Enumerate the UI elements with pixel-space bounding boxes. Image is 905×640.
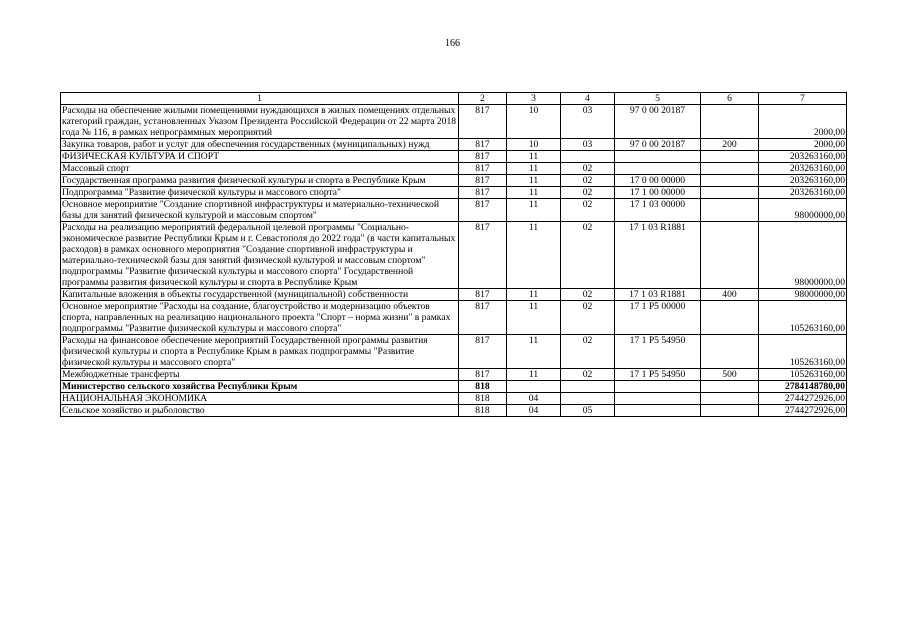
- table-cell-amount: 203263160,00: [759, 151, 847, 163]
- table-cell-subsection: 03: [561, 139, 615, 151]
- table-cell-section: 04: [507, 405, 561, 417]
- table-cell-amount: 203263160,00: [759, 175, 847, 187]
- table-cell-ministry: 818: [459, 381, 507, 393]
- table-cell-ministry: 817: [459, 301, 507, 335]
- table-row: [61, 105, 847, 139]
- table-cell-section: 11: [507, 163, 561, 175]
- table-cell-expense-type: [701, 175, 759, 187]
- table-cell-name: Массовый спорт: [61, 163, 459, 175]
- table-cell-name: Межбюджетные трансферты: [61, 369, 459, 381]
- table-cell-subsection: 02: [561, 335, 615, 369]
- table-cell-name: Сельское хозяйство и рыболовство: [61, 405, 459, 417]
- table-cell-expense-type: [701, 222, 759, 289]
- table-cell-ministry: 817: [459, 175, 507, 187]
- table-cell-amount: 105263160,00: [759, 301, 847, 335]
- table-cell-name: Расходы на обеспечение жилыми помещениями нуждающихся в жилых помещениях отдельных категорий граждан, установленных Указом Президента Российской Федерации от 22 марта 2018 года № 116, в рамках непрограммных мероприятий: [61, 105, 459, 139]
- column-header-7: 7: [759, 93, 847, 105]
- table-row: [61, 199, 847, 222]
- table-cell-ministry: 817: [459, 335, 507, 369]
- table-cell-subsection: 05: [561, 405, 615, 417]
- table-cell-amount: 2744272926,00: [759, 405, 847, 417]
- table-cell-target-article: 17 1 00 00000: [615, 187, 701, 199]
- table-cell-expense-type: [701, 393, 759, 405]
- table-cell-section: 11: [507, 301, 561, 335]
- table-cell-expense-type: [701, 301, 759, 335]
- table-cell-target-article: 17 1 P5 54950: [615, 335, 701, 369]
- table-cell-name: Подпрограмма "Развитие физической культуры и массового спорта": [61, 187, 459, 199]
- column-number-row: [61, 93, 847, 105]
- table-body: [61, 105, 847, 417]
- table-cell-section: 10: [507, 139, 561, 151]
- table-cell-subsection: 02: [561, 222, 615, 289]
- table-cell-section: 11: [507, 187, 561, 199]
- table-cell-subsection: [561, 151, 615, 163]
- table-cell-section: [507, 381, 561, 393]
- table-cell-name: ФИЗИЧЕСКАЯ КУЛЬТУРА И СПОРТ: [61, 151, 459, 163]
- table-cell-ministry: 818: [459, 393, 507, 405]
- column-header-4: 4: [561, 93, 615, 105]
- table-cell-ministry: 817: [459, 163, 507, 175]
- table-cell-target-article: 17 1 03 R1881: [615, 289, 701, 301]
- table-cell-section: 11: [507, 175, 561, 187]
- table-row: [61, 301, 847, 335]
- table-row: [61, 369, 847, 381]
- table-cell-amount: 105263160,00: [759, 335, 847, 369]
- table-cell-section: 11: [507, 199, 561, 222]
- table-cell-expense-type: [701, 381, 759, 393]
- table-row: [61, 393, 847, 405]
- table-row: [61, 289, 847, 301]
- table-cell-amount: 98000000,00: [759, 199, 847, 222]
- table-cell-target-article: 17 1 P5 54950: [615, 369, 701, 381]
- table-cell-target-article: [615, 405, 701, 417]
- table-cell-ministry: 817: [459, 139, 507, 151]
- table-cell-target-article: 17 1 03 00000: [615, 199, 701, 222]
- table-cell-ministry: 817: [459, 289, 507, 301]
- table-row: [61, 139, 847, 151]
- table-cell-target-article: 97 0 00 20187: [615, 105, 701, 139]
- table-cell-expense-type: 200: [701, 139, 759, 151]
- column-header-1: 1: [61, 93, 459, 105]
- table-cell-ministry: 817: [459, 199, 507, 222]
- table-cell-expense-type: [701, 151, 759, 163]
- table-cell-amount: 2744272926,00: [759, 393, 847, 405]
- table-cell-amount: 98000000,00: [759, 289, 847, 301]
- table-cell-amount: 203263160,00: [759, 163, 847, 175]
- table-cell-name: Основное мероприятие "Расходы на создание, благоустройство и модернизацию объектов спорта, направленных на реализацию национального проекта "Спорт – норма жизни" в рамках подпрограммы "Развитие физической культуры и массового спорта": [61, 301, 459, 335]
- table-cell-name: Расходы на финансовое обеспечение мероприятий Государственной программы развития физической культуры и спорта в Республике Крым в рамках подпрограммы "Развитие физической культуры и массового спорта": [61, 335, 459, 369]
- table-cell-amount: 98000000,00: [759, 222, 847, 289]
- table-cell-name: Расходы на реализацию мероприятий федеральной целевой программы "Социально-экономическое развитие Республики Крым и г. Севастополя до 2022 года" (в части капитальных расходов) в рамках основного мероприятия "Создание спортивной инфраструктуры и материально-технической базы для занятий физической культурой и массовым спортом" подпрограммы "Развитие физической культуры и массового спорта" Государственной программы развития физической культуры и спорта в Республике Крым: [61, 222, 459, 289]
- table-row: [61, 151, 847, 163]
- table-cell-name: Основное мероприятие "Создание спортивной инфраструктуры и материально-технической базы для занятий физической культурой и массовым спортом": [61, 199, 459, 222]
- table-row: [61, 187, 847, 199]
- table-cell-subsection: [561, 393, 615, 405]
- table-row: [61, 405, 847, 417]
- table-row: [61, 381, 847, 393]
- table-cell-subsection: 02: [561, 199, 615, 222]
- table-cell-amount: 203263160,00: [759, 187, 847, 199]
- table-cell-subsection: [561, 381, 615, 393]
- table-cell-target-article: 17 1 03 R1881: [615, 222, 701, 289]
- table-cell-subsection: 02: [561, 301, 615, 335]
- table-cell-target-article: 97 0 00 20187: [615, 139, 701, 151]
- table-cell-section: 11: [507, 289, 561, 301]
- table-cell-amount: 2000,00: [759, 139, 847, 151]
- table-cell-ministry: 817: [459, 187, 507, 199]
- table-row: [61, 175, 847, 187]
- page-number: 166: [445, 38, 460, 49]
- table-cell-amount: 2784148780,00: [759, 381, 847, 393]
- table-cell-expense-type: [701, 105, 759, 139]
- table-cell-section: 10: [507, 105, 561, 139]
- table-cell-expense-type: 500: [701, 369, 759, 381]
- column-header-3: 3: [507, 93, 561, 105]
- table-cell-ministry: 817: [459, 369, 507, 381]
- table-cell-subsection: 03: [561, 105, 615, 139]
- table-cell-target-article: [615, 163, 701, 175]
- table-cell-name: Закупка товаров, работ и услуг для обеспечения государственных (муниципальных) нужд: [61, 139, 459, 151]
- table-cell-ministry: 818: [459, 405, 507, 417]
- table-row: [61, 222, 847, 289]
- table-cell-expense-type: [701, 199, 759, 222]
- table-cell-name: Министерство сельского хозяйства Республики Крым: [61, 381, 459, 393]
- table-cell-target-article: [615, 151, 701, 163]
- table-cell-amount: 2000,00: [759, 105, 847, 139]
- table-cell-expense-type: [701, 187, 759, 199]
- table-cell-name: Государственная программа развития физической культуры и спорта в Республике Крым: [61, 175, 459, 187]
- table-cell-target-article: 17 1 P5 00000: [615, 301, 701, 335]
- table-cell-subsection: 02: [561, 187, 615, 199]
- table-cell-name: Капитальные вложения в объекты государственной (муниципальной) собственности: [61, 289, 459, 301]
- column-header-6: 6: [701, 93, 759, 105]
- column-header-5: 5: [615, 93, 701, 105]
- table-cell-target-article: [615, 381, 701, 393]
- table-cell-amount: 105263160,00: [759, 369, 847, 381]
- table-cell-target-article: 17 0 00 00000: [615, 175, 701, 187]
- table-cell-ministry: 817: [459, 222, 507, 289]
- table-row: [61, 335, 847, 369]
- table-cell-target-article: [615, 393, 701, 405]
- table-cell-section: 11: [507, 335, 561, 369]
- table-cell-expense-type: [701, 335, 759, 369]
- table-cell-subsection: 02: [561, 175, 615, 187]
- table-cell-section: 11: [507, 222, 561, 289]
- table-cell-section: 04: [507, 393, 561, 405]
- table-cell-ministry: 817: [459, 151, 507, 163]
- budget-table: [60, 92, 847, 417]
- table-cell-name: НАЦИОНАЛЬНАЯ ЭКОНОМИКА: [61, 393, 459, 405]
- table-cell-expense-type: [701, 163, 759, 175]
- table-cell-subsection: 02: [561, 163, 615, 175]
- table-cell-section: 11: [507, 151, 561, 163]
- table-cell-subsection: 02: [561, 289, 615, 301]
- table-cell-subsection: 02: [561, 369, 615, 381]
- table-cell-ministry: 817: [459, 105, 507, 139]
- table-cell-expense-type: [701, 405, 759, 417]
- table-cell-expense-type: 400: [701, 289, 759, 301]
- table-cell-section: 11: [507, 369, 561, 381]
- column-header-2: 2: [459, 93, 507, 105]
- table-row: [61, 163, 847, 175]
